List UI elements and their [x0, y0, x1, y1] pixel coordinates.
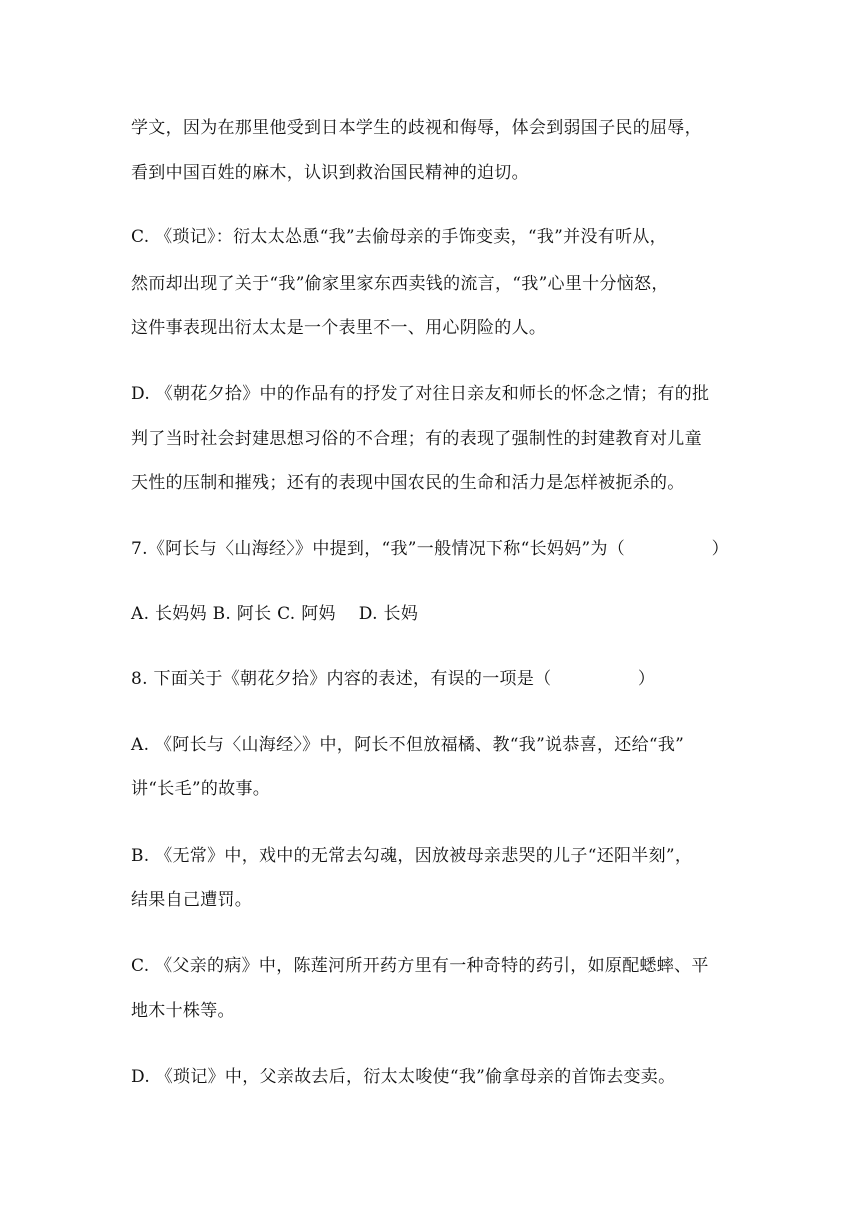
text-line: 地木十株等。: [131, 1001, 235, 1021]
text-line: 结果自己遭罚。: [131, 890, 253, 910]
option-b: B. 《无常》中，戏中的无常去勾魂，因放被母亲悲哭的儿子“还阳半刻”，: [131, 846, 693, 866]
question-7-options: A. 长妈妈 B. 阿长 C. 阿妈 D. 长妈: [131, 604, 419, 624]
option-d: D. 《琐记》中，父亲故去后，衍太太唆使“我”偷拿母亲的首饰去变卖。: [131, 1067, 676, 1087]
question-8: 8. 下面关于《朝花夕拾》内容的表述，有误的一项是（ ）: [131, 669, 656, 689]
text-line: D. 《朝花夕拾》中的作品有的抒发了对往日亲友和师长的怀念之情；有的批: [131, 384, 710, 404]
text-line: 讲“长毛”的故事。: [131, 779, 271, 799]
text-line: 看到中国百姓的麻木，认识到救治国民精神的迫切。: [131, 163, 529, 183]
text-line: 学文，因为在那里他受到日本学生的歧视和侮辱，体会到弱国子民的屈辱，: [131, 118, 702, 138]
text-line: 这件事表现出衍太太是一个表里不一、用心阴险的人。: [131, 318, 547, 338]
text-line: 天性的压制和摧残；还有的表现中国农民的生命和活力是怎样被扼杀的。: [131, 473, 685, 493]
question-7: 7.《阿长与〈山海经〉》中提到，“我”一般情况下称“长妈妈”为（ ）: [131, 539, 729, 559]
option-a: A. 《阿长与〈山海经〉》中，阿长不但放福橘、教“我”说恭喜，还给“我”: [131, 735, 685, 755]
option-c: C. 《父亲的病》中，陈莲河所开药方里有一种奇特的药引，如原配蟋蟀、平: [131, 956, 709, 976]
text-line: 判了当时社会封建思想习俗的不合理；有的表现了强制性的封建教育对儿童: [131, 429, 702, 449]
text-line: C. 《琐记》：衍太太怂恿“我”去偷母亲的手饰变卖，“我”并没有听从，: [131, 227, 667, 247]
text-line: 然而却出现了关于“我”偷家里家东西卖钱的流言，“我”心里十分恼怒，: [131, 274, 669, 294]
